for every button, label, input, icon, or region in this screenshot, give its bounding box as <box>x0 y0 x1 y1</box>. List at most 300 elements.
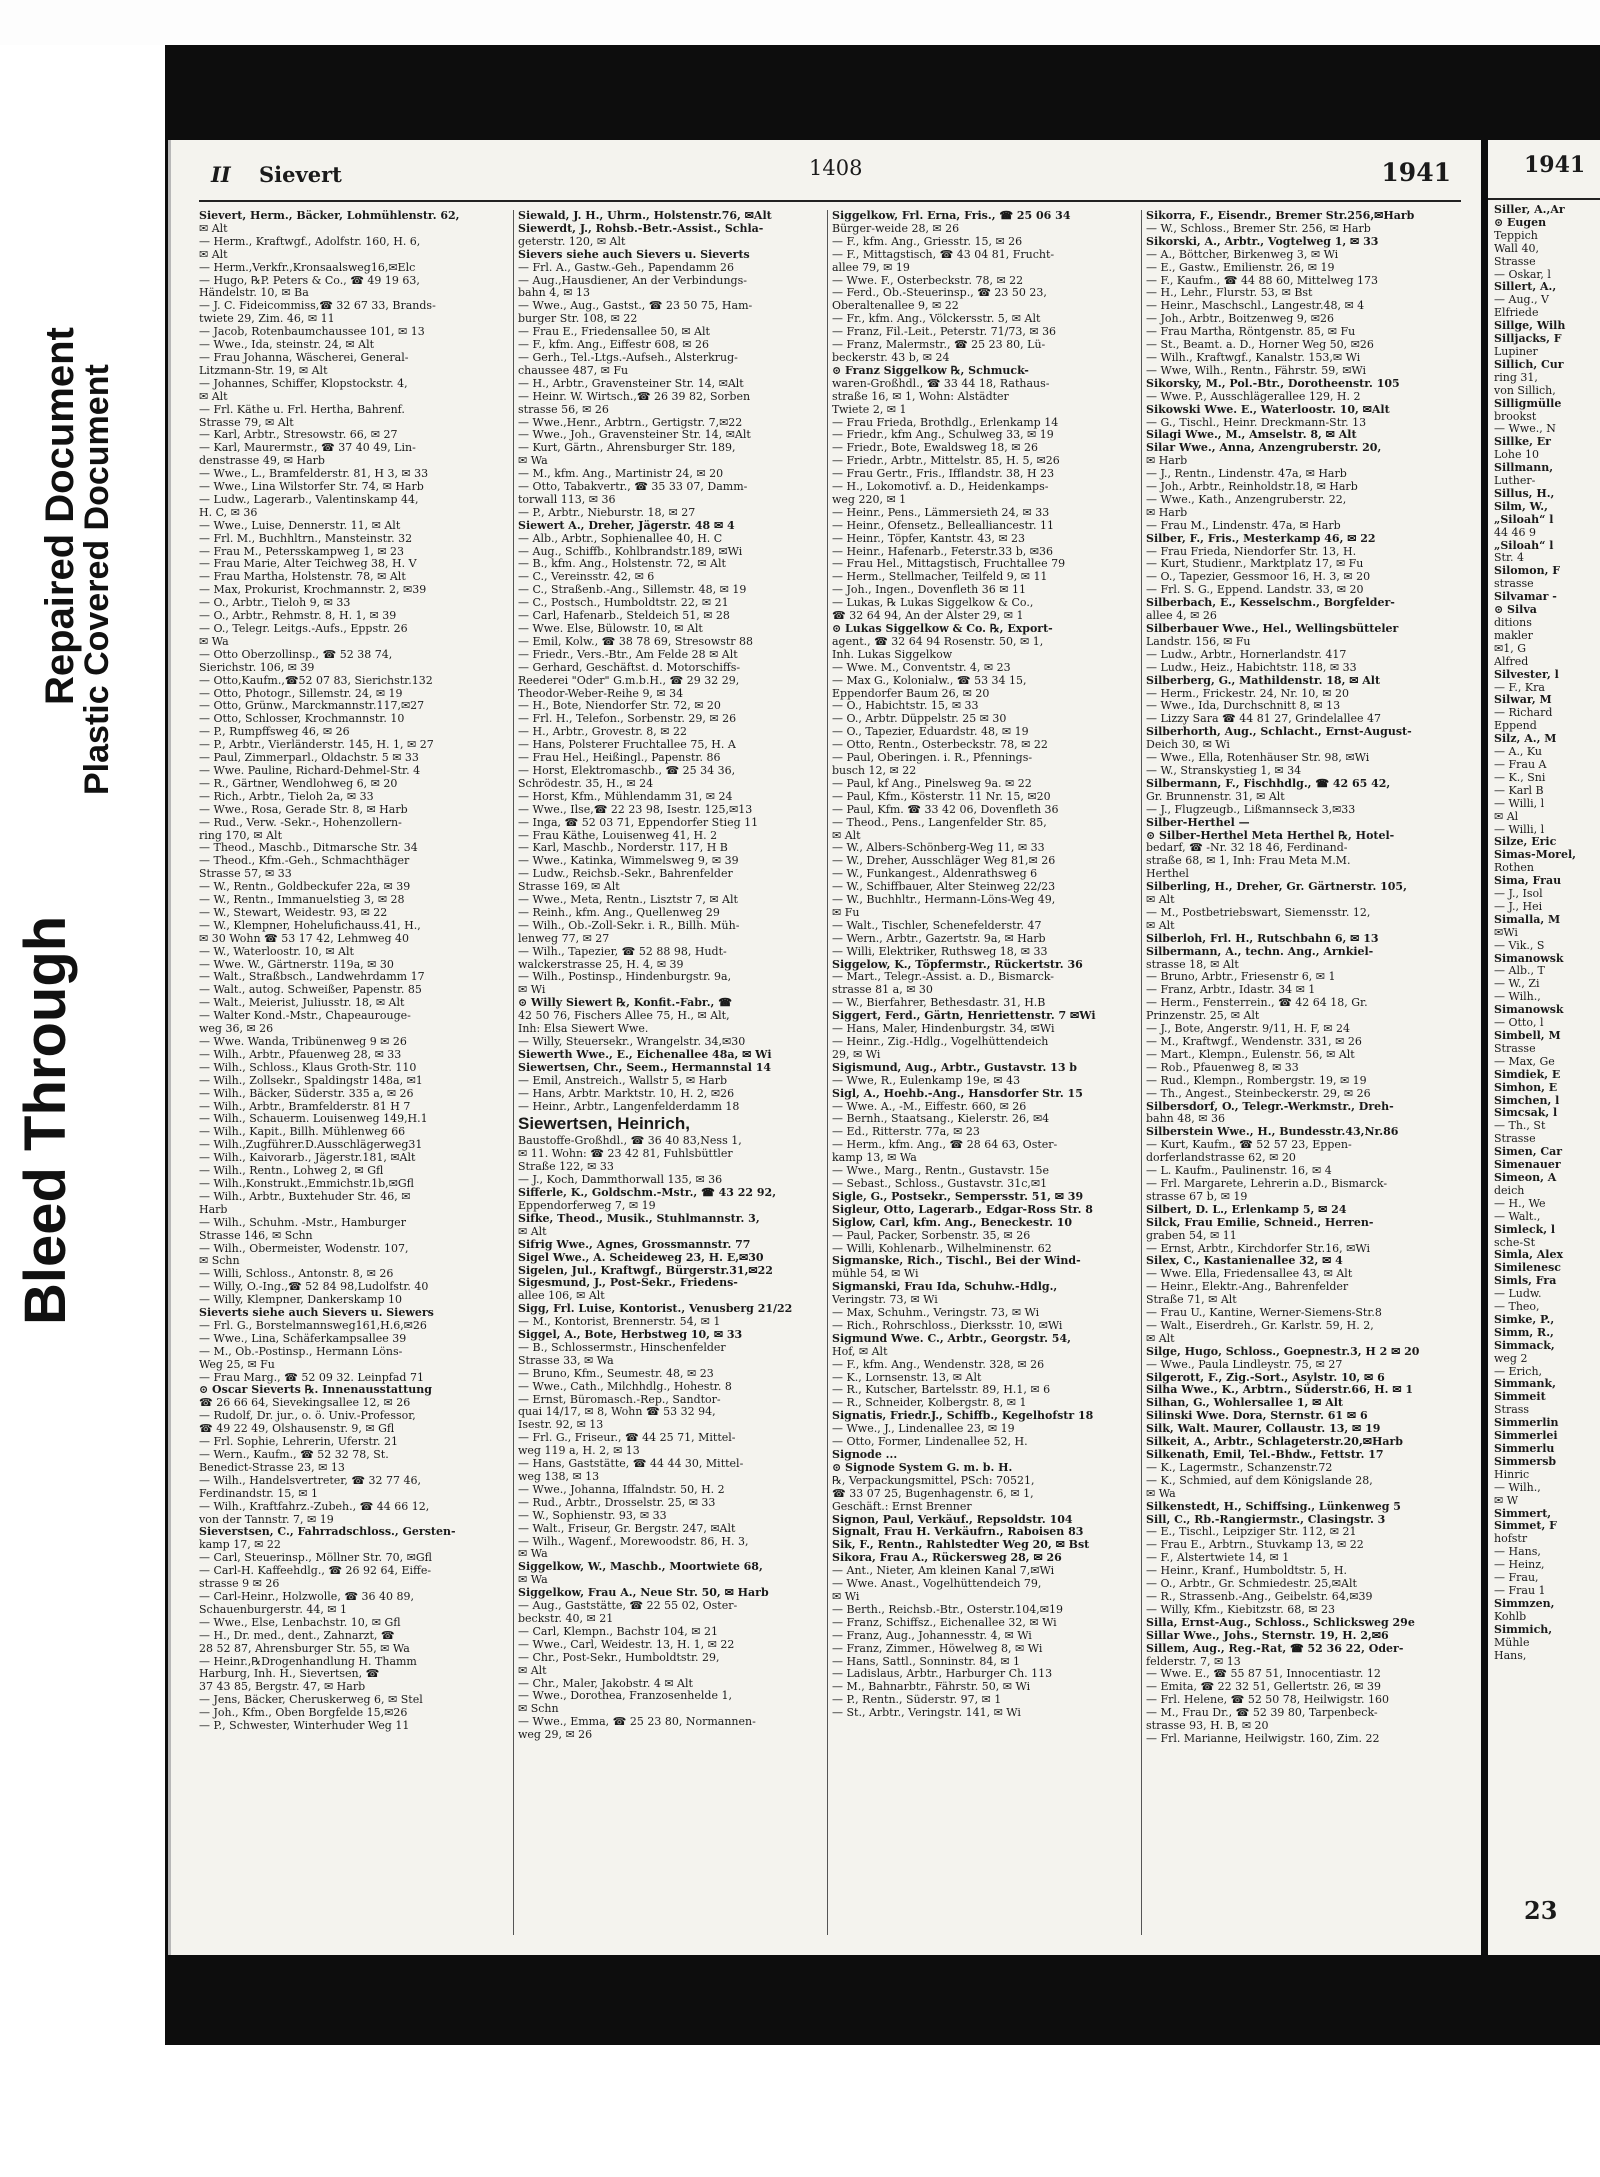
directory-entry: — Rud., Verw. -Sekr.-, Hohenzollern- <box>199 816 402 829</box>
directory-entry: Siewerdt, J., Rohsb.-Betr.-Assist., Schla- <box>518 222 764 235</box>
directory-entry: Silberstein Wwe., H., Bundesstr.43,Nr.86 <box>1146 1126 1399 1139</box>
directory-entry: — Frl. Sophie, Lehrerin, Uferstr. 21 <box>199 1436 398 1449</box>
directory-entry: — Hans, Arbtr. Marktstr. 10, H. 2, ✉26 <box>518 1087 735 1100</box>
facing-page-entry: Simas-Morel, <box>1494 849 1576 862</box>
facing-page-entry: Simenauer <box>1494 1159 1561 1172</box>
directory-entry: Sigel Wwe., A. Scheideweg 23, H. E,✉30 <box>518 1251 764 1264</box>
directory-entry: ⊙ Lukas Siggelkow & Co. ℞, Export- <box>832 623 1053 635</box>
directory-entry: ✉ Alt <box>1146 919 1175 932</box>
directory-entry: Harburg, Inh. H., Sievertsen, ☎ <box>199 1668 380 1681</box>
column-3 <box>827 210 1132 1935</box>
directory-entry: Herthel <box>1146 868 1189 881</box>
directory-entry: — Hans, Polsterer Fruchtallee 75, H. A <box>518 739 736 752</box>
facing-page-entry: — Max, Ge <box>1494 1055 1555 1068</box>
directory-entry: Deich 30, ✉ Wi <box>1146 739 1230 752</box>
directory-entry: — Karl, Arbtr., Stresowstr. 66, ✉ 27 <box>199 429 398 442</box>
directory-entry: Siewertsen, Heinrich, <box>518 1114 690 1134</box>
facing-page-entry: Hans, <box>1494 1649 1527 1662</box>
facing-page-entry: — Aug., V <box>1494 294 1549 307</box>
facing-page-entry: — Frau, <box>1494 1572 1539 1585</box>
directory-entry: — W., Buchhltr., Hermann-Löns-Weg 49, <box>832 894 1056 907</box>
directory-entry: waren-Großhdl., ☎ 33 44 18, Rathaus- <box>832 377 1050 390</box>
directory-entry: Straße 71, ✉ Alt <box>1146 1294 1237 1307</box>
directory-entry: Silber-Herthel — <box>1146 816 1250 829</box>
directory-entry: Straße 122, ✉ 33 <box>518 1161 614 1174</box>
facing-page-entry: — Wilh., <box>1494 991 1541 1004</box>
facing-page-entry: Simbell, M <box>1494 1030 1561 1042</box>
facing-page-entry: Simmersb <box>1494 1455 1557 1468</box>
directory-entry: — Ferd., Ob.-Steuerinsp., ☎ 23 50 23, <box>832 287 1047 300</box>
directory-entry: — Wilh., Handelsvertreter, ☎ 32 77 46, <box>199 1474 421 1487</box>
facing-page-entry: ring 31, <box>1494 371 1538 384</box>
directory-entry: Silberhorth, Aug., Schlacht., Ernst-August- <box>1146 726 1412 739</box>
directory-entry: — Frau M., Petersskampweg 1, ✉ 23 <box>199 545 405 558</box>
directory-entry: — W., Bierfahrer, Bethesdastr. 31, H.B <box>832 997 1046 1010</box>
facing-page-entry: — Willi, l <box>1494 823 1545 836</box>
directory-entry: Siggert, Ferd., Gärtn, Henriettenstr. 7 ✉Wi <box>832 1010 1096 1023</box>
directory-entry: strasse 67 b, ✉ 19 <box>1146 1190 1248 1203</box>
directory-entry: — Frau Hel., Heißingl., Papenstr. 86 <box>518 752 721 765</box>
directory-entry: Schauenburgerstr. 44, ✉ 1 <box>199 1603 348 1616</box>
directory-entry: — Wwe., Johanna, Iffalndstr. 50, H. 2 <box>518 1483 725 1496</box>
directory-entry: — Wilh.,Konstrukt.,Emmichstr.1b,✉Gfl <box>199 1177 414 1190</box>
directory-entry: — Wwe.,Henr., Arbtrn., Gertigstr. 7,✉22 <box>518 416 743 429</box>
directory-entry: — W., Dreher, Ausschläger Weg 81,✉ 26 <box>832 855 1056 868</box>
directory-entry: Sikorski, A., Arbtr., Vogtelweg 1, ✉ 33 <box>1146 235 1379 248</box>
directory-entry: — O., Arbtr. Düppelstr. 25 ✉ 30 <box>832 713 1007 726</box>
directory-entry: Sigelen, Jul., Kraftwgf., Bürgerstr.31,✉22 <box>518 1264 773 1277</box>
directory-entry: Silberloh, Frl. H., Rutschbahn 6, ✉ 13 <box>1146 932 1379 945</box>
directory-entry: graben 54, ✉ 11 <box>1146 1229 1237 1242</box>
directory-entry: — Wwe., J., Lindenallee 23, ✉ 19 <box>832 1423 1015 1436</box>
directory-entry: — Wwe., Ilse,☎ 22 23 98, Isestr. 125,✉13 <box>518 803 753 816</box>
directory-entry: — Paul, Kfm., Kösterstr. 11 Nr. 15, ✉20 <box>832 790 1051 803</box>
directory-entry: Gr. Brunnenstr. 31, ✉ Alt <box>1146 790 1285 803</box>
facing-page-entry: — W., Zi <box>1494 978 1540 991</box>
directory-entry: — Carl, Hafenarb., Steldeich 51, ✉ 28 <box>518 610 730 623</box>
directory-entry: — Wwe. A., -M., Eiffestr. 660, ✉ 26 <box>832 1100 1027 1113</box>
directory-entry: — Franz, Zimmer., Höwelweg 8, ✉ Wi <box>832 1642 1043 1655</box>
directory-entry: — Wwe., Kath., Anzengruberstr. 22, <box>1146 493 1347 506</box>
directory-entry: — M., kfm. Ang., Martinistr 24, ✉ 20 <box>518 468 724 481</box>
facing-page-entry: Wall 40, <box>1494 242 1539 255</box>
directory-entry: — F., Kaufm., ☎ 44 88 60, Mittelweg 173 <box>1146 274 1379 287</box>
facing-page-entry: — A., Ku <box>1494 746 1542 759</box>
directory-entry: — Mart., Klempn., Eulenstr. 56, ✉ Alt <box>1146 1048 1355 1061</box>
directory-entry: bahn 4, ✉ 13 <box>518 287 590 300</box>
directory-entry: — Wilh., Wagenf., Morewoodstr. 86, H. 3, <box>518 1535 749 1548</box>
directory-entry: — Wwe., Carl, Weidestr. 13, H. 1, ✉ 22 <box>518 1638 735 1651</box>
directory-entry: — Wwe. F., Osterbeckstr. 78, ✉ 22 <box>832 274 1024 287</box>
directory-entry: — H., Dr. med., dent., Zahnarzt, ☎ <box>199 1629 395 1642</box>
directory-entry: Strasse 79, ✉ Alt <box>199 416 294 429</box>
directory-entry: — P., Arbtr., Nieburstr. 18, ✉ 27 <box>518 506 696 519</box>
directory-entry: Inh: Elsa Siewert Wwe. <box>518 1023 649 1036</box>
facing-page-entry: Kohlb <box>1494 1610 1527 1623</box>
directory-entry: — Wwe, R., Eulenkamp 19e, ✉ 43 <box>832 1074 1021 1087</box>
directory-entry: — B., kfm. Ang., Holstenstr. 72, ✉ Alt <box>518 558 726 571</box>
directory-entry: — Friedr., Arbtr., Mittelstr. 85, H. 5, ✉26 <box>832 455 1060 468</box>
directory-entry: Sifferle, K., Goldschm.-Mstr., ☎ 43 22 92, <box>518 1187 777 1200</box>
directory-entry: ✉ Harb <box>1146 455 1188 468</box>
directory-entry: — Th., Angest., Steinbeckerstr. 29, ✉ 26 <box>1146 1087 1371 1100</box>
directory-entry: — Wilh., Schauerm. Louisenweg 149,H.1 <box>199 1113 428 1126</box>
directory-entry: — Aug., Gaststätte, ☎ 22 55 02, Oster- <box>518 1600 738 1613</box>
directory-entry: Veringstr. 73, ✉ Wi <box>832 1294 938 1307</box>
directory-entry: Inh. Lukas Siggelkow <box>832 648 953 661</box>
directory-entry: Geschäft.: Ernst Brenner <box>832 1500 972 1513</box>
facing-page-entry: Simm, R., <box>1494 1326 1554 1339</box>
directory-entry: ☎ 49 22 49, Olshausenstr. 9, ✉ Gfl <box>199 1423 395 1436</box>
facing-page-footer-number: 23 <box>1524 1896 1558 1925</box>
directory-entry: Siewertsen, Chr., Seem., Hermannstal 14 <box>518 1061 772 1074</box>
directory-entry: — Franz, Malermstr., ☎ 25 23 80, Lü- <box>832 339 1046 352</box>
facing-page-entry: strasse <box>1494 578 1534 591</box>
directory-entry: ✉ Alt <box>199 222 228 235</box>
facing-page-entry: ditions <box>1494 617 1532 629</box>
directory-entry: strasse 93, H. B, ✉ 20 <box>1146 1720 1269 1733</box>
directory-entry: — Wwe. W., Gärtnerstr. 119a, ✉ 30 <box>199 958 394 971</box>
directory-entry: Silberbach, E., Kesselschm., Borgfelder- <box>1146 597 1395 610</box>
directory-entry: — Frl. G., Borstelmannsweg161,H.6,✉26 <box>199 1319 427 1332</box>
directory-entry: — Otto,Kaufm.,☎52 07 83, Sierichstr.132 <box>199 674 433 687</box>
directory-entry: — Rob., Pfauenweg 8, ✉ 33 <box>1146 1061 1299 1074</box>
directory-entry: — Wwe. M., Conventstr. 4, ✉ 23 <box>832 661 1011 674</box>
directory-entry: — Wwe., Aug., Gastst., ☎ 23 50 75, Ham- <box>518 300 753 313</box>
directory-entry: — Heinr., Maschschl., Langestr.48, ✉ 4 <box>1146 300 1365 313</box>
facing-page-entry: Simalla, M <box>1494 913 1561 926</box>
directory-entry: — Wilh., Kraftwgf., Kanalstr. 153,✉ Wi <box>1146 351 1361 364</box>
directory-entry: Harb <box>199 1203 228 1216</box>
facing-page-entry: Simen, Car <box>1494 1146 1563 1159</box>
directory-entry: — Sebast., Schloss., Gustavstr. 31c,✉1 <box>832 1177 1048 1190</box>
facing-page-entry: Silvamar - <box>1494 591 1557 604</box>
directory-entry: kamp 13, ✉ Wa <box>832 1152 917 1165</box>
directory-entry: — Wwe., Joh., Gravensteiner Str. 14, ✉Alt <box>518 429 751 442</box>
directory-entry: — P., Rumpffsweg 46, ✉ 26 <box>199 726 350 739</box>
facing-page-entry: Elfriede <box>1494 307 1539 320</box>
directory-entry: — Walt., Friseur, Gr. Bergstr. 247, ✉Alt <box>518 1522 736 1535</box>
facing-page-entry: — Vik., S <box>1494 939 1545 952</box>
facing-page-entry: — Theo, <box>1494 1301 1540 1314</box>
directory-entry: Silck, Frau Emilie, Schneid., Herren- <box>1146 1216 1374 1229</box>
directory-entry: Strasse 146, ✉ Schn <box>199 1229 313 1242</box>
directory-entry: Siggelow, K., Töpfermstr., Rückertstr. 36 <box>832 958 1083 971</box>
directory-entry: — Heinr., Elektr.-Ang., Bahrenfelder <box>1146 1281 1349 1294</box>
facing-page-entry: Silwar, M <box>1494 694 1552 707</box>
directory-entry: ✉ Alt <box>518 1225 547 1238</box>
directory-entry: bahn 48, ✉ 36 <box>1146 1113 1225 1126</box>
facing-page-entry: Sima, Frau <box>1494 875 1562 888</box>
facing-page-entry: Simhon, E <box>1494 1081 1558 1094</box>
directory-entry: — Wilh., Zollsekr., Spaldingstr 148a, ✉1 <box>199 1074 423 1087</box>
facing-page-entry: — Frau A <box>1494 758 1547 771</box>
directory-entry: — Joh., Kfm., Oben Borgfelde 15,✉26 <box>199 1707 408 1720</box>
directory-entry: 42 50 76, Fischers Allee 75, H., ✉ Alt, <box>518 1010 730 1023</box>
directory-entry: Sigg, Frl. Luise, Kontorist., Venusberg 21/22 <box>518 1303 793 1316</box>
directory-entry: Silbermann, A., techn. Ang., Arnkiel- <box>1146 945 1374 958</box>
facing-page-entry: — F., Kra <box>1494 681 1545 694</box>
facing-page-entry: deich <box>1494 1184 1525 1197</box>
facing-page-entry: Sillich, Cur <box>1494 358 1564 371</box>
directory-entry: — Frau Marie, Alter Teichweg 38, H. V <box>199 558 417 571</box>
directory-entry: — Karl, Maurermstr., ☎ 37 40 49, Lin- <box>199 442 416 455</box>
directory-entry: — Frau Johanna, Wäscherei, General- <box>199 351 409 364</box>
directory-entry: Silbermann, F., Fischhdlg., ☎ 42 65 42, <box>1146 777 1391 790</box>
facing-page-entry: weg 2 <box>1494 1352 1528 1365</box>
directory-entry: — Karl, Maschb., Norderstr. 117, H B <box>518 842 728 855</box>
directory-entry: — Bernh., Staatsang., Kielerstr. 26, ✉4 <box>832 1113 1050 1126</box>
facing-page-entry: Silz, A., M <box>1494 733 1557 746</box>
directory-entry: — Ludw., Arbtr., Hornerlandstr. 417 <box>1146 648 1347 661</box>
directory-entry: — Walt., Meierist, Juliusstr. 18, ✉ Alt <box>199 997 405 1010</box>
bleed-through-label: Bleed Through <box>13 915 78 1325</box>
header-year: 1941 <box>1381 158 1451 187</box>
facing-page-entry: Silligmülle <box>1494 397 1562 410</box>
directory-entry: — Ludw., Lagerarb., Valentinskamp 44, <box>199 493 419 506</box>
directory-entry: quai 14/17, ✉ 8, Wohn ☎ 53 32 94, <box>518 1406 716 1419</box>
facing-page-entry: — H., We <box>1494 1197 1546 1210</box>
directory-entry: — Wwe., Meta, Rentn., Lisztstr 7, ✉ Alt <box>518 894 738 907</box>
directory-entry: Siewald, J. H., Uhrm., Holstenstr.76, ✉Alt <box>518 210 772 222</box>
facing-page-entry: Strasse <box>1494 1133 1536 1146</box>
directory-entry: ✉ Schn <box>199 1255 240 1268</box>
directory-entry: — Willy, O.-Ing.,☎ 52 84 98,Ludolfstr. 40 <box>199 1281 429 1294</box>
facing-page-entry: Simmerlei <box>1494 1430 1558 1443</box>
directory-entry: — Willy, Kfm., Kiebitzstr. 68, ✉ 23 <box>1146 1603 1335 1616</box>
directory-entry: — Ludw., Reichsb.-Sekr., Bahrenfelder <box>518 868 733 881</box>
directory-entry: — P., Rentn., Süderstr. 97, ✉ 1 <box>832 1694 1002 1707</box>
directory-entry: — Frl. Margarete, Lehrerin a.D., Bismarck- <box>1146 1177 1388 1190</box>
directory-entry: ⊙ Silber-Herthel Meta Herthel ℞, Hotel- <box>1146 829 1395 842</box>
directory-entry: — Heinr., Töpfer, Kantstr. 43, ✉ 23 <box>832 532 1026 545</box>
directory-entry: strasse 18, ✉ Alt <box>1146 958 1239 971</box>
directory-entry: — R., Strassenb.-Ang., Geibelstr. 64,✉39 <box>1146 1590 1373 1603</box>
facing-page-entry: Simmack, <box>1494 1339 1555 1352</box>
directory-entry: — H., Lehr., Flurstr. 53, ✉ Bst <box>1146 287 1313 300</box>
facing-page-entry: — Wwe., N <box>1494 423 1556 436</box>
directory-entry: — Emil, Anstreich., Wallstr 5, ✉ Harb <box>518 1074 728 1087</box>
directory-entry: Signatis, Friedr.J., Schiffb., Kegelhofstr 18 <box>832 1410 1094 1423</box>
facing-page-entry: Simmzen, <box>1494 1597 1555 1610</box>
directory-entry: — E., Gastw., Emilienstr. 26, ✉ 19 <box>1146 261 1335 274</box>
directory-entry: — Carl, Klempn., Bachstr 104, ✉ 21 <box>518 1625 718 1638</box>
directory-entry: Sill, C., Rb.-Rangiermstr., Clasingstr. 3 <box>1146 1513 1386 1526</box>
directory-entry: Strasse 169, ✉ Alt <box>518 881 620 894</box>
facing-page-entry: Sillus, H., <box>1494 487 1555 500</box>
directory-entry: — Bruno, Arbtr., Friesenstr 6, ✉ 1 <box>1146 971 1336 984</box>
directory-entry: Signalt, Frau H. Verkäufrn., Raboisen 83 <box>832 1526 1084 1539</box>
facing-page-entry: ✉ Al <box>1494 810 1519 823</box>
directory-entry: — B., Schlossermstr., Hinschenfelder <box>518 1341 726 1354</box>
directory-entry: — Wwe. Pauline, Richard-Dehmel-Str. 4 <box>199 764 421 777</box>
directory-entry: — Berth., Reichsb.-Btr., Osterstr.104,✉19 <box>832 1603 1064 1616</box>
directory-entry: Silinski Wwe. Dora, Sternstr. 61 ✉ 6 <box>1146 1410 1368 1423</box>
directory-entry: weg 119 a, H. 2, ✉ 13 <box>518 1445 640 1458</box>
directory-entry: — Wilh., Ob.-Zoll-Sekr. i. R., Billh. Müh- <box>518 919 740 932</box>
facing-page-entry: — Alb., T <box>1494 965 1545 978</box>
directory-entry: — Walter Kond.-Mstr., Chapeaurouge- <box>199 1010 411 1023</box>
facing-page-entry: hofstr <box>1494 1533 1528 1546</box>
directory-entry: Silhan, G., Wohlersallee 1, ✉ Alt <box>1146 1397 1343 1410</box>
facing-page-entry: — Richard <box>1494 707 1553 720</box>
directory-entry: — Joh., Ingen., Dovenfleth 36 ✉ 11 <box>832 584 1026 597</box>
facing-page <box>1488 140 1600 1955</box>
directory-entry: Silkenstedt, H., Schiffsing., Lünkenweg 5 <box>1146 1500 1401 1513</box>
directory-entry: — Wilh., Kaivorarb., Jägerstr.181, ✉Alt <box>199 1152 416 1165</box>
directory-entry: — Franz, Aug., Johannesstr. 4, ✉ Wi <box>832 1629 1032 1642</box>
directory-entry: allee 4, ✉ 26 <box>1146 610 1217 623</box>
directory-entry: — W., Schloss., Bremer Str. 256, ✉ Harb <box>1146 222 1371 235</box>
directory-entry: — Herm., Frickestr. 24, Nr. 10, ✉ 20 <box>1146 687 1349 700</box>
directory-entry: — Wwe., Lina, Schäferkampsallee 39 <box>199 1332 407 1345</box>
directory-entry: ✉ 11. Wohn: ☎ 23 42 81, Fuhlsbüttler <box>518 1148 733 1161</box>
directory-entry: weg 36, ✉ 26 <box>199 1023 274 1036</box>
directory-entry: — Aug., Schiffb., Kohlbrandstr.189, ✉Wi <box>518 545 743 558</box>
facing-page-entries <box>1494 204 1600 1662</box>
directory-entry: — C., Vereinsstr. 42, ✉ 6 <box>518 571 655 584</box>
facing-page-entry: Teppich <box>1494 229 1538 242</box>
directory-entry: — Heinr., Hafenarb., Feterstr.33 b, ✉36 <box>832 545 1053 558</box>
directory-entry: — J., Flugzeugb., Lißmannseck 3,✉33 <box>1146 803 1356 816</box>
directory-entry: ☎ 26 66 64, Sievekingsallee 12, ✉ 26 <box>199 1397 411 1410</box>
directory-entry: Silgerott, F., Zig.-Sort., Asylstr. 10, ✉ 6 <box>1146 1371 1385 1384</box>
facing-page-entry: Simmeit <box>1494 1391 1546 1404</box>
directory-entry: — Wwe., Ida, Durchschnitt 8, ✉ 13 <box>1146 700 1341 713</box>
directory-entry: — Frl. A., Gastw.-Geh., Papendamm 26 <box>518 261 734 274</box>
directory-entry: Silbersdorf, O., Telegr.-Werkmstr., Dreh- <box>1146 1100 1394 1113</box>
directory-entry: Silge, Hugo, Schloss., Goepnestr.3, H 2 ✉ 20 <box>1146 1345 1420 1358</box>
directory-entry: — Wern., Arbtr., Gazertstr. 9a, ✉ Harb <box>832 932 1046 945</box>
directory-entry: — Frl. M., Buchhltrn., Mansteinstr. 32 <box>199 532 413 545</box>
directory-entry: — Herm., Kraftwgf., Adolfstr. 160, H. 6, <box>199 235 421 248</box>
directory-entry: — M., Kraftwgf., Wendenstr. 331, ✉ 26 <box>1146 1036 1362 1048</box>
directory-entry: — Frau Gertr., Fris., Ifflandstr. 38, H 23 <box>832 468 1055 481</box>
directory-entry: — Wilh., Tapezier, ☎ 52 88 98, Hudt- <box>518 945 727 958</box>
directory-entry: — C., Straßenb.-Ang., Sillemstr. 48, ✉ 19 <box>518 584 747 597</box>
directory-entry: Silbert, D. L., Erlenkamp 5, ✉ 24 <box>1146 1203 1347 1216</box>
directory-entry: — Friedr., Vers.-Btr., Am Felde 28 ✉ Alt <box>518 648 738 661</box>
directory-entry: burger Str. 108, ✉ 22 <box>518 313 638 326</box>
directory-entry: weg 220, ✉ 1 <box>832 493 907 506</box>
directory-entry: Sifrig Wwe., Agnes, Grossmannstr. 77 <box>518 1238 751 1251</box>
directory-entry: — Wwe., Rosa, Gerade Str. 8, ✉ Harb <box>199 803 408 816</box>
directory-entry: — Walt., Straßbsch., Landwehrdamm 17 <box>199 971 425 984</box>
directory-entry: — Wilh., Arbtr., Bramfelderstr. 81 H 7 <box>199 1100 411 1113</box>
facing-page-entry: — Wilh., <box>1494 1481 1541 1494</box>
directory-entry: — Otto, Schlosser, Krochmannstr. 10 <box>199 713 405 726</box>
facing-page-entry: Lupiner <box>1494 345 1538 358</box>
directory-entry: ✉ Wa <box>1146 1487 1176 1500</box>
directory-entry: felderstr. 7, ✉ 13 <box>1146 1655 1241 1668</box>
facing-page-entry: makler <box>1494 629 1533 642</box>
directory-entry: ✉ Harb <box>1146 506 1188 519</box>
directory-entry: — St., Beamt. a. D., Horner Weg 50, ✉26 <box>1146 339 1374 352</box>
directory-entry: — Paul, Kfm. ☎ 33 42 06, Dovenfleth 36 <box>832 803 1059 816</box>
directory-entry: Sifke, Theod., Musik., Stuhlmannstr. 3, <box>518 1212 760 1225</box>
directory-entry: Oberaltenallee 9, ✉ 22 <box>832 300 959 313</box>
directory-entry: — Wwe., Ida, steinstr. 24, ✉ Alt <box>199 339 375 352</box>
directory-entry: Sigleur, Otto, Lagerarb., Edgar-Ross Str. 8 <box>832 1203 1093 1216</box>
directory-entry: — F., kfm. Ang., Eiffestr 608, ✉ 26 <box>518 339 710 352</box>
directory-entry: — Wwe., L., Bramfelderstr. 81, H 3, ✉ 33 <box>199 468 429 481</box>
directory-entry: strasse 81 a, ✉ 30 <box>832 984 933 997</box>
directory-entry: — F., kfm. Ang., Griesstr. 15, ✉ 26 <box>832 235 1023 248</box>
directory-entry: — W., Rentn., Goldbeckufer 22a, ✉ 39 <box>199 881 411 894</box>
directory-entry: — Wilh., Kraftfahrz.-Zubeh., ☎ 44 66 12, <box>199 1500 430 1513</box>
directory-entry: Hof, ✉ Alt <box>832 1345 888 1358</box>
directory-entry: — Fr., kfm. Ang., Völckersstr. 5, ✉ Alt <box>832 313 1041 326</box>
directory-entry: — Ladislaus, Arbtr., Harburger Ch. 113 <box>832 1668 1053 1681</box>
directory-entry: — Theod., Maschb., Ditmarsche Str. 34 <box>199 842 418 855</box>
plastic-covered-label: Plastic Covered Document <box>78 364 116 795</box>
directory-entry: Baustoffe-Großhdl., ☎ 36 40 83,Ness 1, <box>518 1135 742 1148</box>
facing-page-entry: ✉ W <box>1494 1494 1519 1507</box>
facing-page-entry: Hinric <box>1494 1468 1530 1481</box>
directory-entry: Sillem, Aug., Reg.-Rat, ☎ 52 36 22, Oder- <box>1146 1642 1404 1655</box>
directory-entry: Twiete 2, ✉ 1 <box>832 403 907 416</box>
directory-entry: Eppendorfer Baum 26, ✉ 20 <box>832 687 990 700</box>
facing-page-entry: — J., Hei <box>1494 900 1543 913</box>
directory-entry: — Frau E., Friedensallee 50, ✉ Alt <box>518 326 710 339</box>
directory-entry: — Walt., autog. Schweißer, Papenstr. 85 <box>199 984 422 997</box>
bottom-margin <box>0 2045 1600 2177</box>
directory-entry: ✉ Wa <box>199 635 229 648</box>
directory-entry: — Rich., Arbtr., Tieloh 2a, ✉ 33 <box>199 790 374 803</box>
directory-entry: ☎ 33 07 25, Bugenhagenstr. 6, ✉ 1, <box>832 1487 1034 1500</box>
directory-entry: — Frl. S. G., Eppend. Landstr. 33, ✉ 20 <box>1146 584 1364 597</box>
facing-page-entry: Simmerlin <box>1494 1417 1559 1430</box>
directory-entry: ✉ Alt <box>832 829 861 842</box>
directory-entry: — W., Sophienstr. 93, ✉ 33 <box>518 1509 667 1522</box>
directory-entry: — Wwe., Dorothea, Franzosenhelde 1, <box>518 1690 732 1703</box>
directory-entry: ✉ Wi <box>832 1590 860 1603</box>
facing-page-entry: Simcsak, l <box>1494 1107 1558 1120</box>
directory-entry: — Chr., Post-Sekr., Humboldtstr. 29, <box>518 1651 720 1664</box>
directory-entry: Sierichstr. 106, ✉ 39 <box>199 661 315 674</box>
facing-page-entry: Silvester, l <box>1494 668 1559 681</box>
directory-entry: ✉ Alt <box>199 390 228 403</box>
directory-entry: — Joh., Arbtr., Reinholdstr.18, ✉ Harb <box>1146 481 1358 494</box>
facing-page-entry: — Hans, <box>1494 1546 1541 1559</box>
directory-entry: — A., Böttcher, Birkenweg 3, ✉ Wi <box>1146 248 1339 261</box>
directory-entry: — Emil, Kolw., ☎ 38 78 69, Stresowstr 88 <box>518 635 754 648</box>
directory-entry: Silber, F., Fris., Mesterkamp 46, ✉ 22 <box>1146 532 1376 545</box>
directory-entry: — Wwe., Else, Lenbachstr. 10, ✉ Gfl <box>199 1616 401 1629</box>
directory-entry: Silberling, H., Dreher, Gr. Gärtnerstr. 105, <box>1146 881 1407 894</box>
directory-entry: — Herm.,Verkfr.,Kronsaalsweg16,✉Elc <box>199 261 416 274</box>
directory-entry: — Carl-H. Kaffeehdlg., ☎ 26 92 64, Eiffe- <box>199 1565 432 1578</box>
directory-entry: Weg 25, ✉ Fu <box>199 1358 275 1371</box>
facing-page-entry: ⊙ Silva <box>1494 604 1537 617</box>
directory-entry: — Paul, Oberingen. i. R., Pfennings- <box>832 752 1033 765</box>
facing-page-entry: Simeon, A <box>1494 1171 1557 1184</box>
directory-entry: — R., Kutscher, Bartelsstr. 89, H.1, ✉ 6 <box>832 1384 1051 1397</box>
facing-page-entry: Simchen, l <box>1494 1094 1560 1107</box>
facing-page-entry: Sillert, A., <box>1494 281 1557 294</box>
directory-entry: — Wilh., Arbtr., Pfauenweg 28, ✉ 33 <box>199 1048 402 1061</box>
directory-entry: — Inga, ☎ 52 03 71, Eppendorfer Stieg 11 <box>518 816 759 829</box>
facing-page-entry: — Willi, l <box>1494 797 1545 810</box>
directory-entry: — E., Tischl., Leipziger Str. 112, ✉ 21 <box>1146 1526 1357 1539</box>
directory-entry: ring 170, ✉ Alt <box>199 829 282 842</box>
directory-entry: — Hans, Gaststätte, ☎ 44 44 30, Mittel- <box>518 1458 744 1471</box>
directory-entry: — F., kfm. Ang., Wendenstr. 328, ✉ 26 <box>832 1358 1045 1371</box>
directory-entry: Litzmann-Str. 19, ✉ Alt <box>199 364 328 377</box>
directory-entry: — O., Tapezier, Eduardstr. 48, ✉ 19 <box>832 726 1029 739</box>
directory-entry: Isestr. 92, ✉ 13 <box>518 1419 604 1432</box>
directory-entry: — Heinr., Ofensetz., Bellealliancestr. 11 <box>832 519 1054 532</box>
